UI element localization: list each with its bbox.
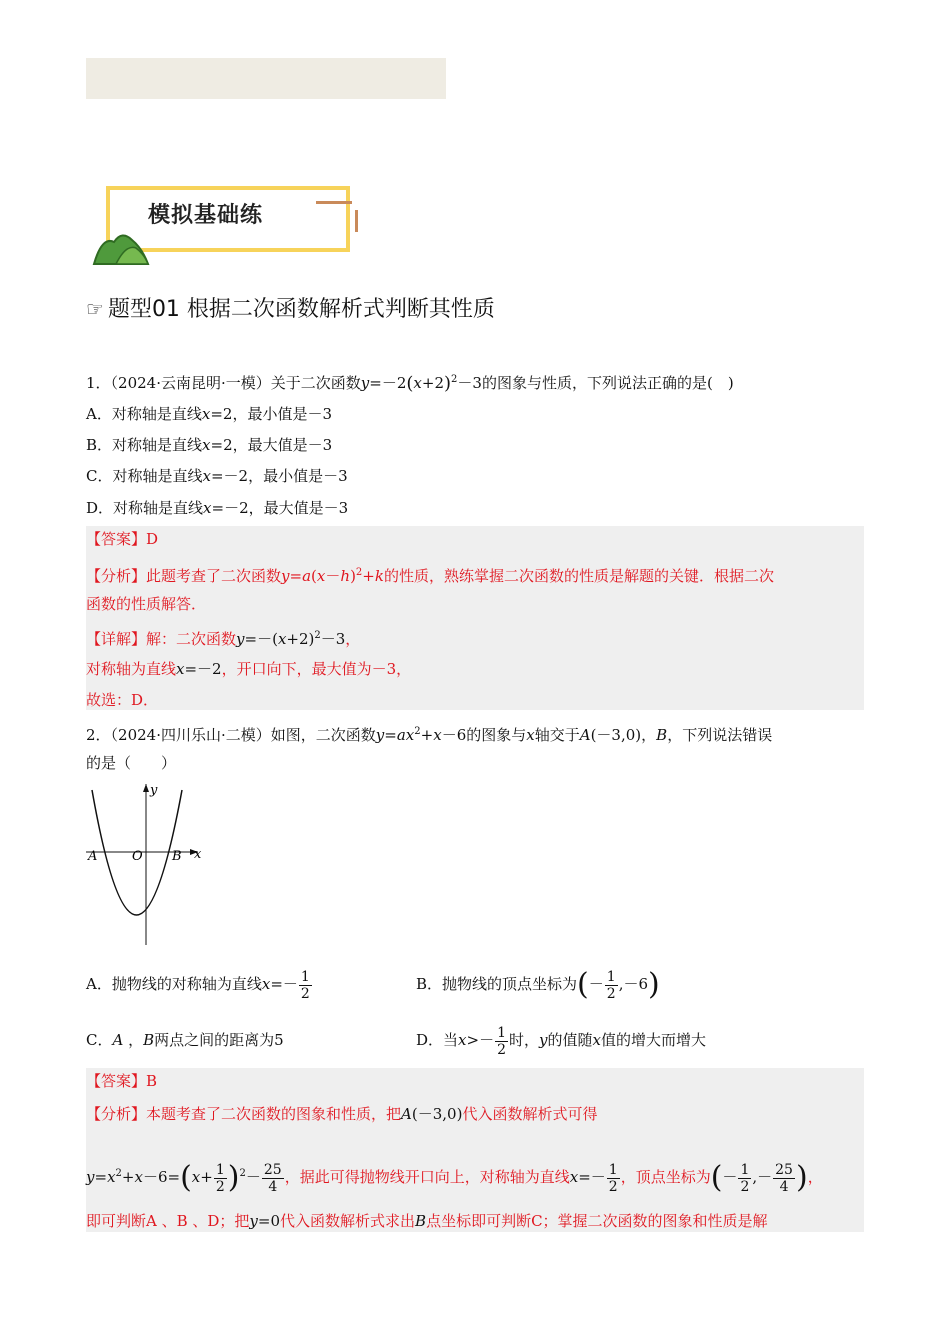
q2-analysis-formula: $y=x^2+x-6=(x+$ $\frac{1}{2}$ )$^2$－ $\frac{25}{4}$ ，据此可得抛物线开口向上，对称轴为直线x=－ $\frac{1}{2}$ ，顶点坐标为(－ $\frac{1}{2}$ ,－ $\frac{25}{4}$ )， <box>86 1160 823 1195</box>
q1-stem: 1．（2024·云南昆明·一模）关于二次函数$y=-2(x+2)^2-3$的图象与性质，下列说法正确的是( ) <box>86 373 734 394</box>
point-a-label: A <box>88 849 98 864</box>
badge-decoration <box>355 210 358 232</box>
q1-detail-axis: 对称轴为直线x=－2，开口向下，最大值为－3， <box>86 660 412 678</box>
q1-analysis-cont: 函数的性质解答． <box>86 595 207 613</box>
q1-option-c[interactable]: C．对称轴是直线x=－2，最小值是－3 <box>86 467 348 485</box>
q2-analysis: 【分析】本题考查了二次函数的图象和性质，把A(－3,0)代入函数解析式可得 <box>86 1105 598 1123</box>
q2-option-b[interactable]: B．抛物线的顶点坐标为(－ $\frac{1}{2}$ ,－6) <box>416 967 660 1002</box>
hills-icon <box>92 230 152 266</box>
q1-option-b[interactable]: B．对称轴是直线x=2，最大值是－3 <box>86 436 333 454</box>
point-b-label: B <box>172 849 182 864</box>
y-axis-label: y <box>150 783 158 798</box>
q2-stem: 2．（2024·四川乐山·二模）如图，二次函数$y=ax^2+x-6$的图象与x轴交于A(－3,0)，B，下列说法错误 <box>86 726 773 744</box>
q2-option-c[interactable]: C．A ，B两点之间的距离为5 <box>86 1031 284 1049</box>
pointing-hand-icon: ☞ <box>86 297 104 321</box>
q2-option-a[interactable]: A．抛物线的对称轴为直线x=－ $\frac{1}{2}$ <box>86 968 310 1002</box>
q1-analysis: 【分析】此题考查了二次函数$y=a(x-h)^2+k$的性质，熟练掌握二次函数的性质是解题的关键．根据二次 <box>86 567 774 585</box>
x-axis-label: x <box>194 847 202 862</box>
q2-answer-box <box>86 1068 864 1232</box>
section-badge <box>92 184 362 268</box>
badge-decoration <box>316 201 352 204</box>
section-title: 模拟基础练 <box>148 203 264 228</box>
type-heading-text: 题型01 根据二次函数解析式判断其性质 <box>107 297 495 322</box>
q2-answer: 【答案】B <box>86 1072 158 1090</box>
q1-answer: 【答案】D <box>86 530 159 548</box>
parabola-graph <box>86 780 216 950</box>
q1-option-d[interactable]: D．对称轴是直线x=－2，最大值是－3 <box>86 499 349 517</box>
q1-detail: 【详解】解：二次函数$y=-(x+2)^2-3$， <box>86 630 361 648</box>
header-banner <box>86 58 446 99</box>
q1-detail-choice: 故选：D． <box>86 691 159 709</box>
type-heading <box>86 292 495 323</box>
q2-analysis-cont: 即可判断A 、B 、D；把y=0代入函数解析式求出B点坐标即可判断C；掌握二次函数的图象和性质是解 <box>86 1212 768 1230</box>
q1-answer-box <box>86 526 864 710</box>
origin-label: O <box>132 849 143 864</box>
q2-option-d[interactable]: D．当x>－ $\frac{1}{2}$ 时，y的值随x值的增大而增大 <box>416 1024 706 1058</box>
q2-stem-cont: 的是（ ） <box>86 754 177 772</box>
q1-option-a[interactable]: A．对称轴是直线x=2，最小值是－3 <box>86 405 332 423</box>
